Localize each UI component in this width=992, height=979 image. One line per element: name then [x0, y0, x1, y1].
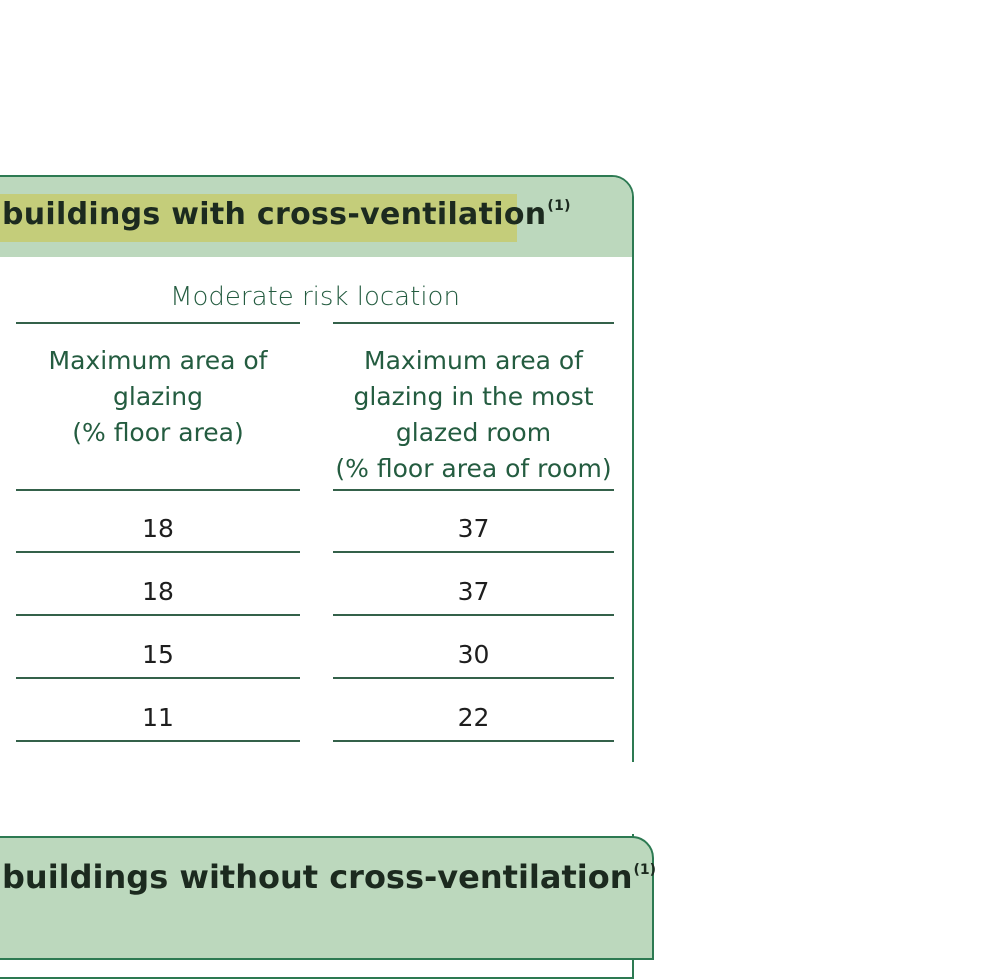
header-rule-right	[333, 489, 614, 491]
column-header-line: Maximum area of	[48, 346, 268, 375]
row-rule-right	[333, 740, 614, 742]
table-cell: 15	[142, 640, 174, 669]
column-header-max-glazing	[16, 343, 300, 451]
row-rule-left	[16, 677, 300, 679]
table-panel-no-cross-ventilation	[0, 836, 657, 960]
table-cell: 30	[457, 640, 490, 669]
header-rule-left	[16, 489, 300, 491]
row-rule-right	[333, 677, 614, 679]
page-gap	[0, 762, 992, 834]
row-rule-left	[16, 551, 300, 553]
row-rule-right	[333, 614, 614, 616]
table-title-footnote-marker-2: (1)	[633, 862, 657, 878]
column-header-line: (% floor area of room)	[335, 454, 612, 483]
row-rule-right	[333, 551, 614, 553]
table-header-bar	[0, 177, 632, 257]
table-title-footnote-marker: (1)	[547, 198, 571, 214]
column-header-line: glazed room	[395, 418, 552, 447]
group-rule-right	[333, 322, 614, 324]
column-header-max-glazing-room	[333, 343, 614, 487]
table-cell: 22	[457, 703, 490, 732]
table-cell: 11	[142, 703, 174, 732]
table-cell: 18	[142, 514, 174, 543]
column-header-line: Maximum area of	[364, 346, 583, 375]
column-header-line: glazing in the most	[353, 382, 594, 411]
group-heading: Moderate risk location	[170, 282, 460, 312]
row-rule-left	[16, 614, 300, 616]
group-rule-left	[16, 322, 300, 324]
table-title	[2, 197, 571, 232]
table-title-text-2: buildings without cross-ventilation	[2, 858, 633, 896]
column-header-line: glazing	[113, 382, 203, 411]
table-cell: 18	[142, 577, 174, 606]
table-cell: 37	[457, 514, 490, 543]
table-title-text: buildings with cross-ventilation	[2, 197, 547, 232]
table-title-2	[2, 858, 656, 896]
column-header-line: (% floor area)	[72, 418, 244, 447]
row-rule-left	[16, 740, 300, 742]
table-cell: 37	[457, 577, 490, 606]
